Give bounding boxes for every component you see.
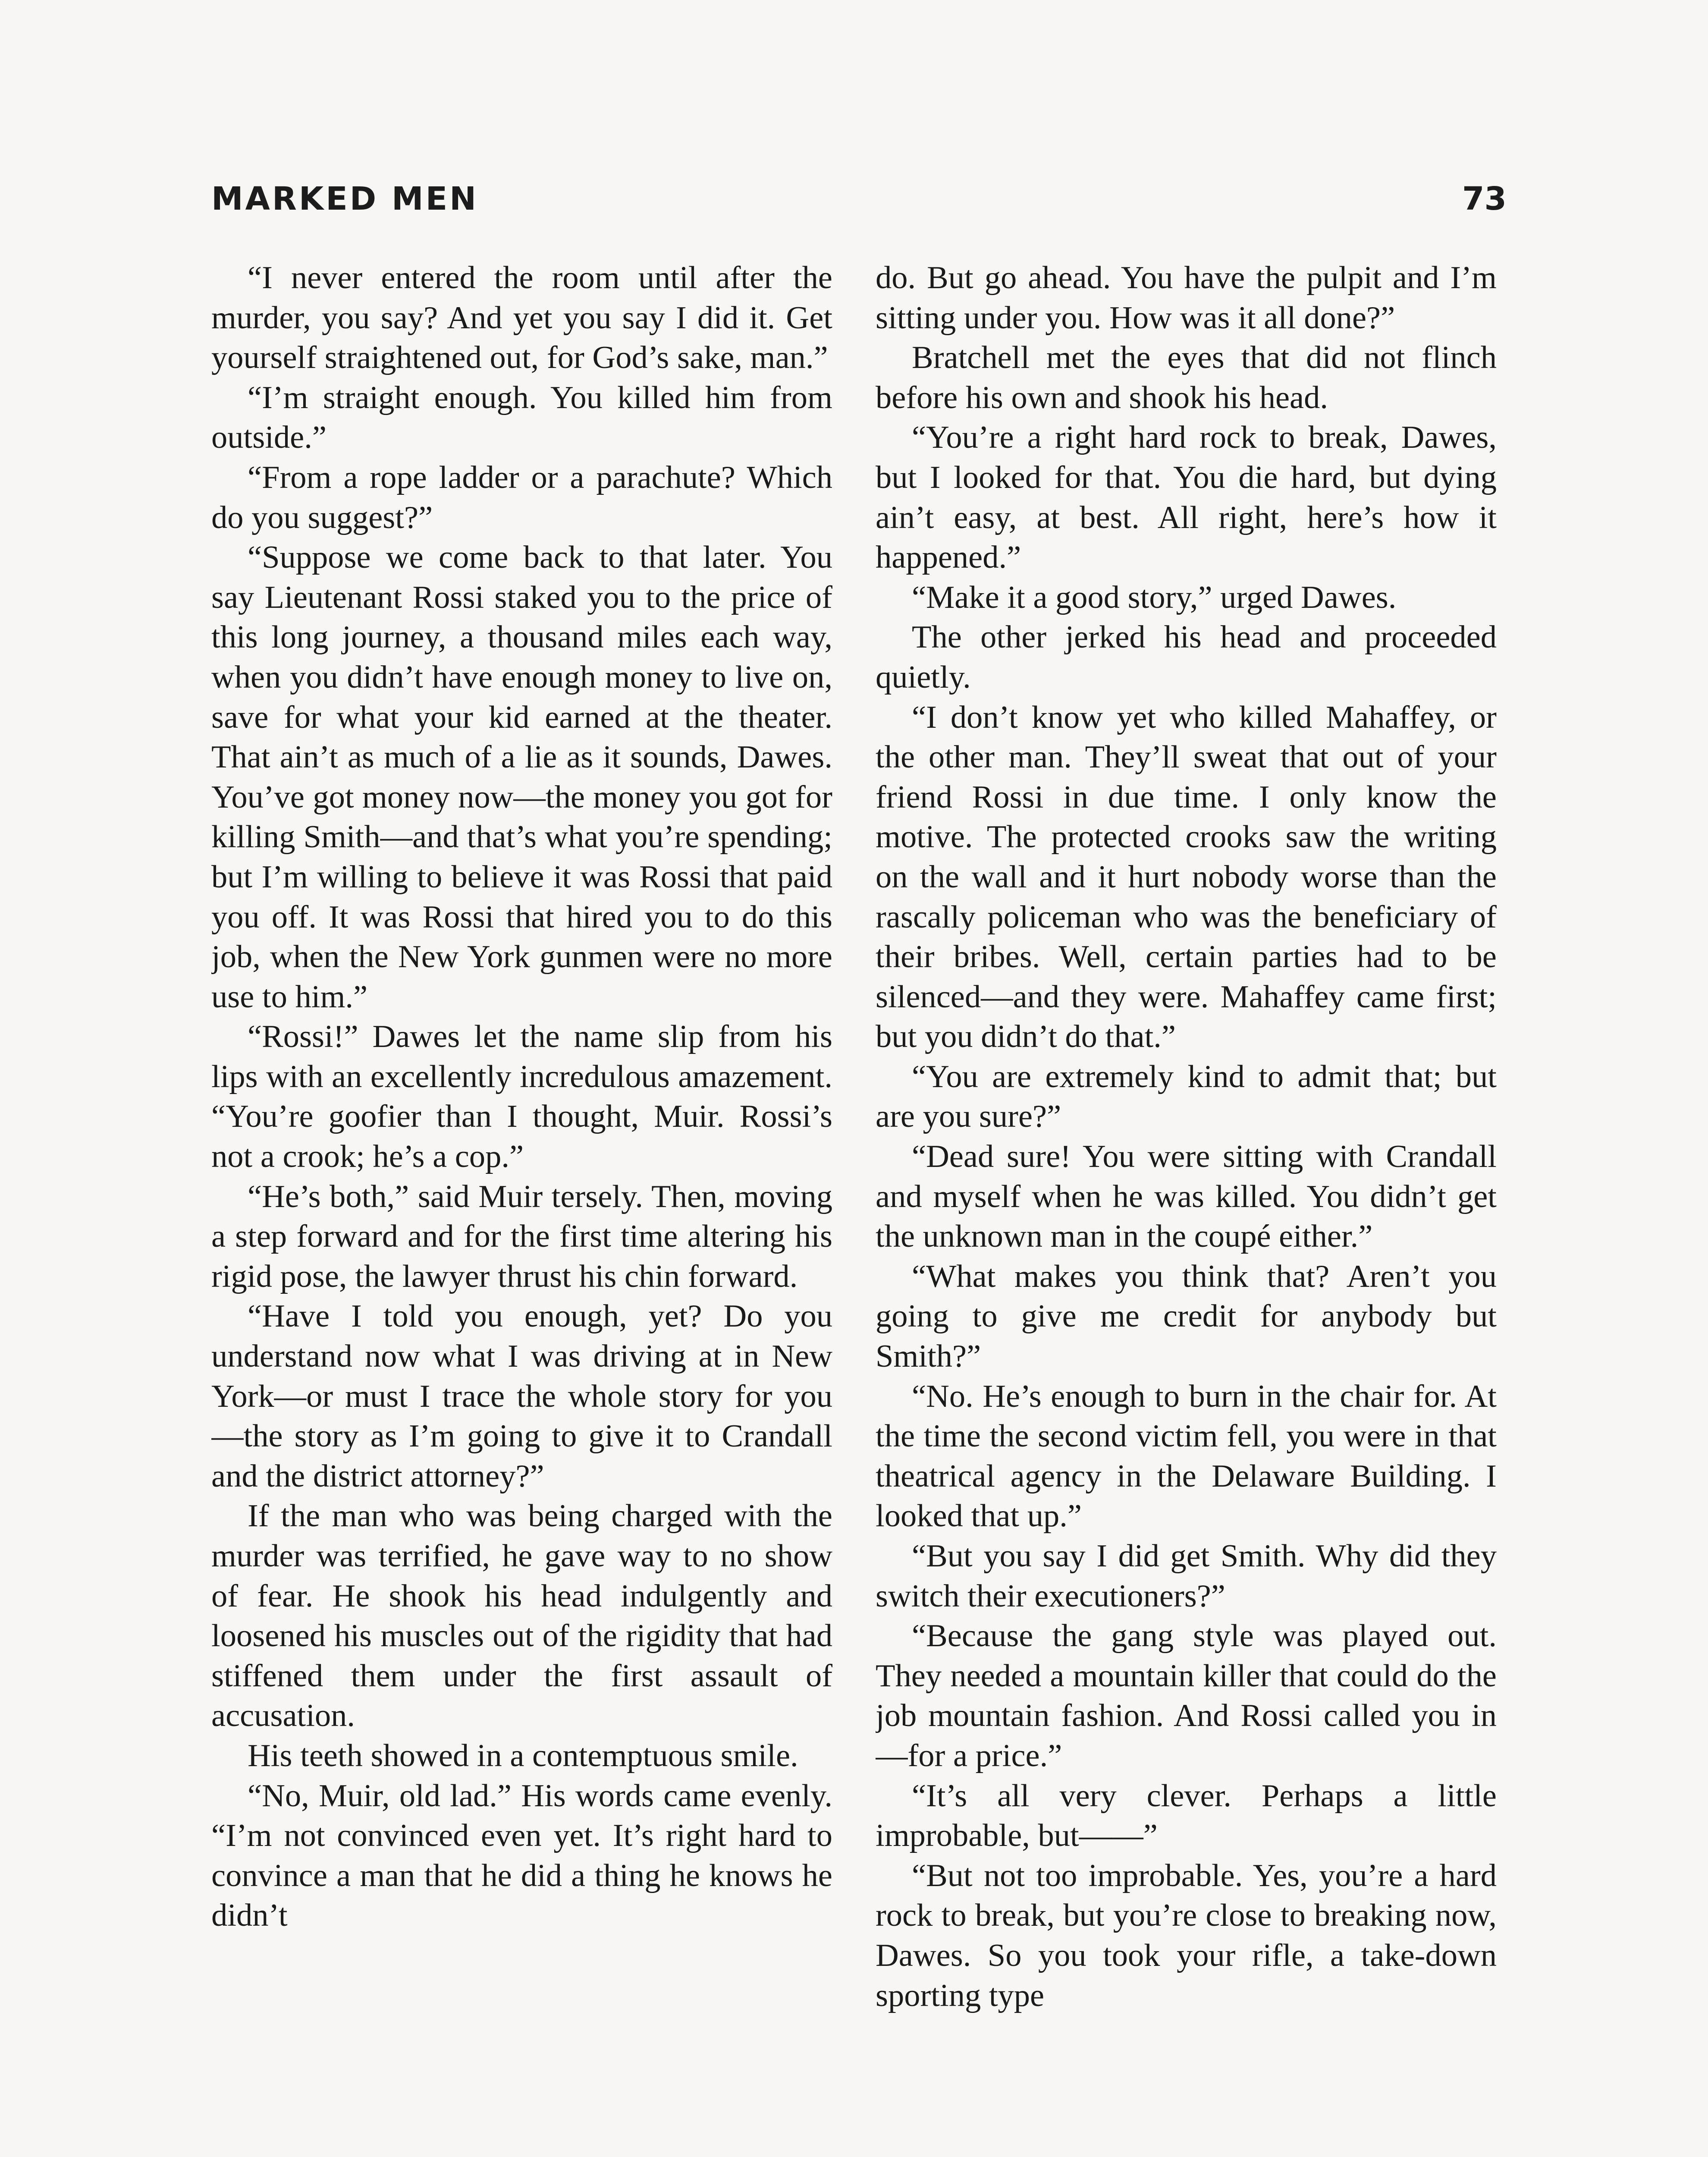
left-text-column [211,258,832,2157]
paragraph-continued: do. But go ahead. You have the pulpit and I’m sitting under you. How was it all done?” [876,260,1497,336]
paragraph: “I don’t know yet who killed Mahaffey, or the other man. They’ll sweat that out of your friend Rossi in due time. I only know the motive. The protected crooks saw the writing on the wall and it hurt nobody worse than the rascally policeman who was the beneficiary of their bribes. Well, certain parties had to be silenced—and they were. Mahaffey came first; but you didn’t do that.” [876,699,1497,1055]
paragraph: “Have I told you enough, yet? Do you understand now what I was driving at in New York—or must I trace the whole story for you—the story as I’m going to give it to Crandall and the district attorney?” [211,1299,832,1494]
paragraph: “Dead sure! You were sitting with Crandall and myself when he was killed. You didn’t get the unknown man in the coupé either.” [876,1139,1497,1255]
paragraph: “He’s both,” said Muir tersely. Then, moving a step forward and for the first time altering his rigid pose, the lawyer thrust his chin forward. [211,1179,832,1294]
running-title: MARKED MEN [211,180,479,217]
paragraph: “But not too improbable. Yes, you’re a hard rock to break, but you’re close to breaking now, Dawes. So you took your rifle, a take-down sporting type [876,1858,1497,2013]
paragraph: “Rossi!” Dawes let the name slip from his lips with an excellently incredulous amazement. “You’re goofier than I thought, Muir. Rossi’s not a crook; he’s a cop.” [211,1019,832,1175]
paragraph: The other jerked his head and proceeded quietly. [876,619,1497,695]
paragraph: “From a rope ladder or a parachute? Which do you suggest?” [211,459,832,535]
paragraph: “Suppose we come back to that later. You say Lieutenant Rossi staked you to the price of this long journey, a thousand miles each way, when you didn’t have enough money to live on, save for what your kid earned at the theater. That ain’t as much of a lie as it sounds, Dawes. You’ve got money now—the money you got for killing Smith—and that’s what you’re spending; but I’m willing to believe it was Rossi that paid you off. It was Rossi that hired you to do this job, when the New York gunmen were no more use to him.” [211,540,832,1015]
paragraph: “No. He’s enough to burn in the chair for. At the time the second victim fell, you were in that theatrical agency in the Delaware Building. I looked that up.” [876,1378,1497,1534]
paragraph: “But you say I did get Smith. Why did they switch their executioners?” [876,1538,1497,1614]
paragraph: “It’s all very clever. Perhaps a little improbable, but——” [876,1778,1497,1854]
paragraph: “You’re a right hard rock to break, Dawes, but I looked for that. You die hard, but dying ain’t easy, at best. All right, here’s how it happened.” [876,420,1497,575]
paragraph: “I’m straight enough. You killed him from outside.” [211,380,832,456]
paragraph: “You are extremely kind to admit that; but are you sure?” [876,1059,1497,1135]
paragraph: “What makes you think that? Aren’t you going to give me credit for anybody but Smith?” [876,1258,1497,1374]
paragraph: “Because the gang style was played out. They needed a mountain killer that could do the job mountain fashion. And Rossi called you in—for a price.” [876,1618,1497,1773]
right-text-column [876,258,1497,2157]
paragraph: His teeth showed in a contemptuous smile. [248,1738,798,1773]
paragraph: Bratchell met the eyes that did not flinch before his own and shook his head. [876,340,1497,415]
paragraph: If the man who was being charged with the murder was terrified, he gave way to no show of fear. He shook his head indulgently and loosened his muscles out of the rigidity that had stiffened them under the first assault of accusation. [211,1498,832,1734]
page-number: 73 [1462,180,1507,217]
paragraph: “Make it a good story,” urged Dawes. [912,579,1397,615]
paragraph: “I never entered the room until after the murder, you say? And yet you say I did it. Get yourself straightened out, for God’s sake, man.” [211,260,832,376]
paragraph: “No, Muir, old lad.” His words came evenly. “I’m not convinced even yet. It’s right hard to convince a man that he did a thing he knows he didn’t [211,1778,832,1934]
